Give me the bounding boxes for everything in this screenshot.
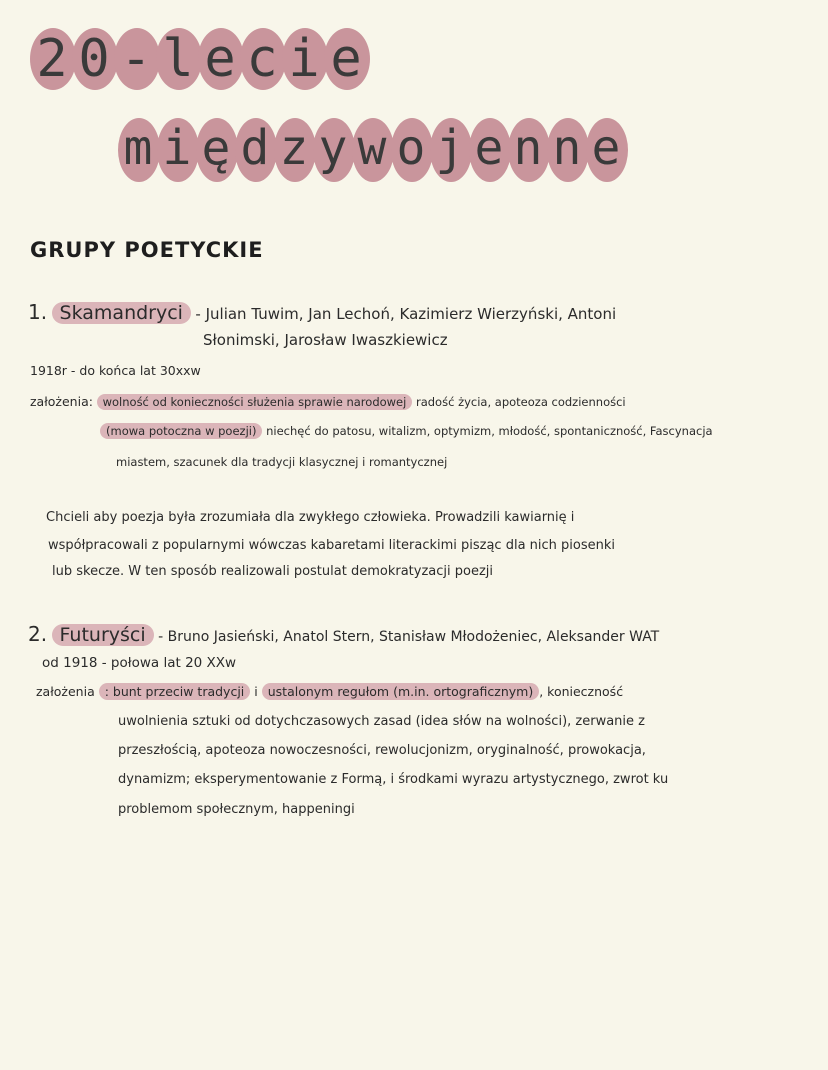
group-2-assumption-text-6: problemom społecznym, happeningi [118,802,355,817]
title-letter: e [469,118,511,182]
title-letter: l [156,28,202,90]
group-1-name: Skamandryci [52,302,191,324]
group-1-assumption-highlight-1: wolność od konieczności służenia sprawie narodowej [97,394,413,410]
group-1-assumption-highlight-2: (mowa potoczna w poezji) [100,423,262,439]
group-1-number: 1. [28,300,48,324]
title-letter: 0 [72,28,118,90]
group-2-assumption-text-5: dynamizm; eksperymentowanie z Formą, i środkami wyrazu artystycznego, zwrot ku [118,772,669,787]
title-letter: ę [196,118,238,182]
title-letter: z [274,118,316,182]
title-letter: y [313,118,355,182]
title-line-1 [30,28,366,90]
group-1-period: 1918r - do końca lat 30xxw [30,363,201,378]
group-1-assumption-text-1: radość życia, apoteoza codzienności [415,395,626,409]
group-2-header [28,622,659,646]
title-letter: m [118,118,160,182]
title-letter: j [430,118,472,182]
group-2-assumption-text-2: , konieczność [539,684,624,699]
title-letter: 2 [30,28,76,90]
group-2-assumption-highlight-1: : bunt przeciw tradycji [99,683,251,700]
group-2-number: 2. [28,622,48,646]
title-letter: d [235,118,277,182]
group-2-assumption-text-1: i [254,684,258,699]
group-1-paragraph-line-2: współpracowali z popularnymi wówczas kabaretami literackimi pisząc dla nich piosenki [48,538,616,553]
title-line-2 [118,118,625,182]
group-2-name: Futuryści [52,624,154,646]
title-letter: n [508,118,550,182]
group-2-assumption-text-4: przeszłością, apoteoza nowoczesności, rewolucjonizm, oryginalność, prowokacja, [118,743,646,758]
group-1-assumptions-label: założenia: [30,394,93,409]
title-letter: i [157,118,199,182]
title-letter: i [282,28,328,90]
title-letter: - [114,28,160,90]
group-1-paragraph-line-3: lub skecze. W ten sposób realizowali postulat demokratyzacji poezji [52,564,493,579]
title-letter: o [391,118,433,182]
group-1-paragraph-line-1: Chcieli aby poezja była zrozumiała dla zwykłego człowieka. Prowadzili kawiarnię i [46,510,575,525]
title-letter: c [240,28,286,90]
group-1-assumptions-row1 [30,394,626,409]
title-letter: w [352,118,394,182]
group-1-assumption-text-3: miastem, szacunek dla tradycji klasycznej i romantycznej [116,455,448,469]
title-letter: e [324,28,370,90]
group-1-members-line1: - Julian Tuwim, Jan Lechoń, Kazimierz Wierzyński, Antoni [195,305,617,323]
group-2-assumptions-row1 [36,684,623,699]
group-1-assumption-text-2: niechęć do patosu, witalizm, optymizm, młodość, spontaniczność, Fascynacja [266,424,713,438]
group-1-members-line2: Słonimski, Jarosław Iwaszkiewicz [203,331,448,349]
group-1-header [28,300,616,324]
group-2-assumptions-label: założenia [36,684,95,699]
title-letter: e [198,28,244,90]
group-1-assumptions-row2 [100,424,713,438]
group-2-assumption-highlight-2: ustalonym regułom (m.in. ortograficznym) [262,683,539,700]
section-heading: GRUPY POETYCKIE [30,238,264,262]
group-2-assumption-text-3: uwolnienia sztuki od dotychczasowych zasad (idea słów na wolności), zerwanie z [118,714,645,729]
title-letter: e [586,118,628,182]
title-letter: n [547,118,589,182]
group-2-period: od 1918 - połowa lat 20 XXw [42,655,237,671]
group-2-members-line1: - Bruno Jasieński, Anatol Stern, Stanisław Młodożeniec, Aleksander WAT [158,629,660,645]
